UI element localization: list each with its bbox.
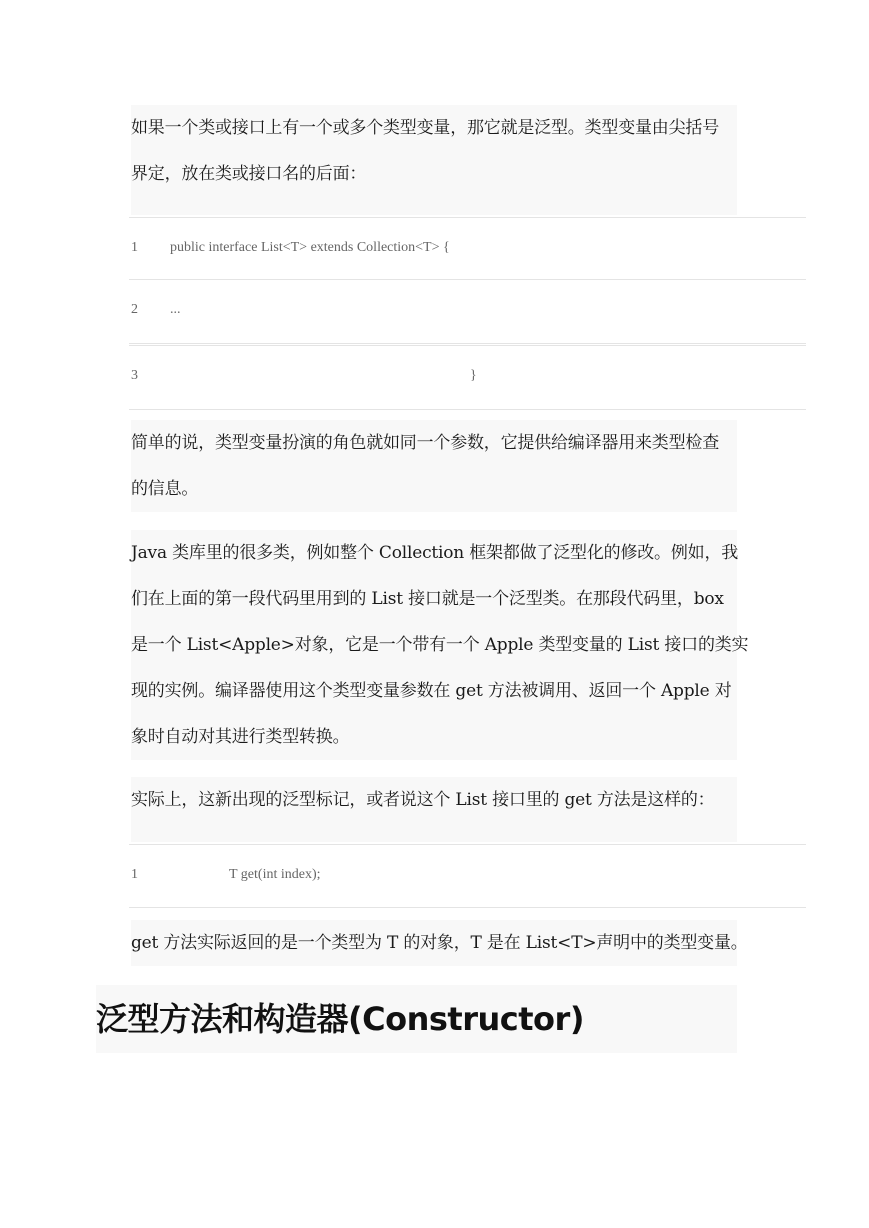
paragraph-get-method-intro bbox=[131, 777, 737, 842]
text-line: 们在上面的第一段代码里用到的 List 接口就是一个泛型类。在那段代码里，box bbox=[131, 589, 724, 609]
line-number: 2 bbox=[131, 302, 138, 317]
code-row bbox=[129, 844, 806, 908]
code-line: ... bbox=[170, 302, 181, 317]
code-row bbox=[129, 279, 806, 343]
text-line: 如果一个类或接口上有一个或多个类型变量，那它就是泛型。类型变量由尖括号 bbox=[131, 118, 719, 138]
text-line: 界定，放在类或接口名的后面： bbox=[131, 164, 367, 184]
section-heading: 泛型方法和构造器(Constructor) bbox=[96, 985, 737, 1053]
text-line: 现的实例。编译器使用这个类型变量参数在 get 方法被调用、返回一个 Apple 对 bbox=[131, 681, 732, 701]
code-line: T get(int index); bbox=[229, 867, 321, 882]
text-line: 的信息。 bbox=[131, 479, 199, 499]
line-number: 3 bbox=[131, 368, 138, 383]
text-line: get 方法实际返回的是一个类型为 T 的对象，T 是在 List<T>声明中的类型变量。 bbox=[131, 933, 748, 953]
paragraph-get-return bbox=[131, 920, 748, 966]
paragraph-generic-definition bbox=[131, 105, 737, 215]
text-line: 象时自动对其进行类型转换。 bbox=[131, 727, 350, 747]
text-line: Java 类库里的很多类，例如整个 Collection 框架都做了泛型化的修改。例如，我 bbox=[131, 543, 739, 563]
code-line: } bbox=[470, 368, 477, 383]
line-number: 1 bbox=[131, 240, 138, 255]
code-block-list-interface bbox=[129, 217, 806, 410]
code-row bbox=[129, 217, 806, 279]
paragraph-type-variable-role bbox=[131, 420, 737, 512]
code-block-get-method bbox=[129, 844, 806, 908]
paragraph-java-library bbox=[131, 530, 749, 760]
text-line: 是一个 List<Apple>对象，它是一个带有一个 Apple 类型变量的 List 接口的类实 bbox=[131, 635, 749, 655]
text-line: 实际上，这新出现的泛型标记，或者说这个 List 接口里的 get 方法是这样的： bbox=[131, 790, 715, 810]
code-line: public interface List<T> extends Collection<T> { bbox=[170, 240, 450, 255]
line-number: 1 bbox=[131, 867, 138, 882]
text-line: 简单的说，类型变量扮演的角色就如同一个参数，它提供给编译器用来类型检查 bbox=[131, 433, 719, 453]
code-row bbox=[129, 343, 806, 410]
